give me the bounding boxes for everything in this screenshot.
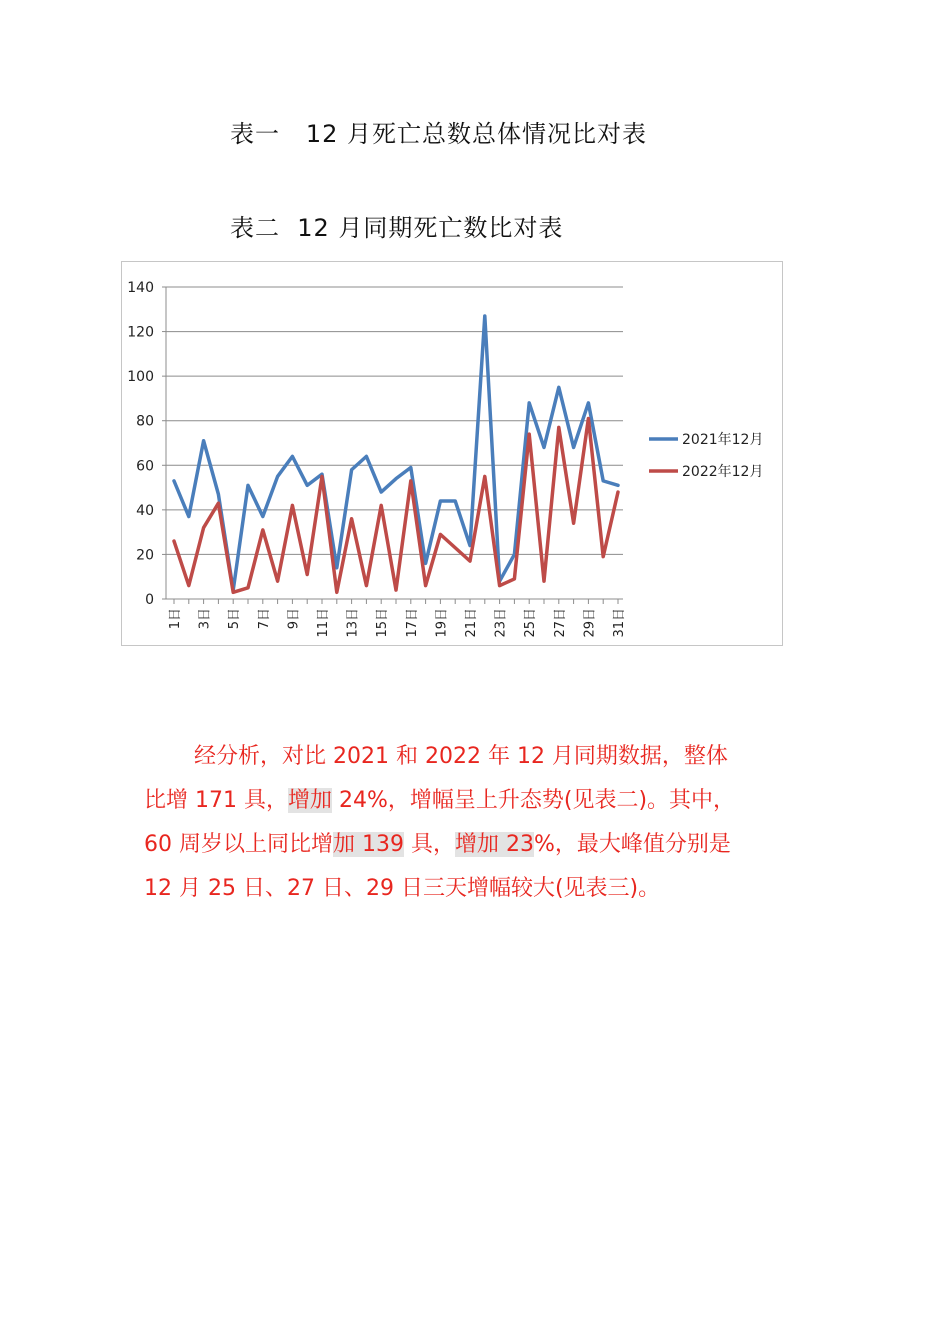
highlighted-text: 增加 bbox=[287, 788, 332, 813]
highlighted-text: 加 139 bbox=[333, 832, 404, 857]
data-point-1 bbox=[602, 480, 604, 482]
data-point-1 bbox=[617, 484, 619, 486]
analysis-text: 具， bbox=[404, 832, 455, 857]
data-point-1 bbox=[336, 567, 338, 569]
data-point-2 bbox=[410, 480, 412, 482]
data-point-1 bbox=[558, 386, 560, 388]
y-tick-label: 0 bbox=[145, 592, 154, 608]
data-point-2 bbox=[484, 475, 486, 477]
x-tick-label: 3日 bbox=[197, 608, 213, 630]
data-point-1 bbox=[173, 480, 175, 482]
data-point-1 bbox=[424, 562, 426, 564]
data-point-2 bbox=[528, 433, 530, 435]
table2-heading: 表二 12 月同期死亡数比对表 bbox=[230, 214, 564, 242]
x-tick-label: 15日 bbox=[375, 608, 391, 638]
data-point-1 bbox=[454, 500, 456, 502]
data-point-2 bbox=[336, 591, 338, 593]
data-point-2 bbox=[247, 587, 249, 589]
series-line-1 bbox=[174, 316, 618, 590]
data-point-1 bbox=[350, 469, 352, 471]
data-point-2 bbox=[365, 584, 367, 586]
y-tick-label: 20 bbox=[136, 547, 154, 564]
data-point-1 bbox=[365, 455, 367, 457]
legend-label: 2022年12月 bbox=[682, 464, 764, 480]
data-point-1 bbox=[276, 475, 278, 477]
chart-canvas bbox=[122, 262, 782, 645]
data-point-2 bbox=[558, 426, 560, 428]
data-point-1 bbox=[410, 466, 412, 468]
series-line-2 bbox=[174, 418, 618, 592]
data-point-2 bbox=[350, 518, 352, 520]
data-point-2 bbox=[202, 526, 204, 528]
data-point-1 bbox=[247, 484, 249, 486]
data-point-2 bbox=[439, 533, 441, 535]
x-tick-label: 25日 bbox=[523, 608, 539, 638]
data-point-2 bbox=[454, 547, 456, 549]
data-point-2 bbox=[543, 580, 545, 582]
analysis-text: 比增 171 具， bbox=[144, 788, 288, 813]
x-tick-label: 23日 bbox=[493, 608, 509, 638]
x-tick-label: 13日 bbox=[345, 608, 361, 638]
data-point-2 bbox=[321, 475, 323, 477]
x-tick-label: 19日 bbox=[434, 608, 450, 638]
highlighted-text: 增加 23 bbox=[455, 832, 534, 857]
data-point-2 bbox=[262, 529, 264, 531]
analysis-line-3 bbox=[144, 823, 814, 867]
data-point-2 bbox=[469, 560, 471, 562]
data-point-2 bbox=[587, 417, 589, 419]
data-point-2 bbox=[306, 573, 308, 575]
data-point-1 bbox=[202, 440, 204, 442]
x-tick-label: 21日 bbox=[464, 608, 479, 638]
y-tick-label: 60 bbox=[136, 458, 154, 475]
data-point-2 bbox=[188, 584, 190, 586]
data-point-1 bbox=[188, 515, 190, 517]
data-point-1 bbox=[587, 402, 589, 404]
x-tick-label: 31日 bbox=[612, 608, 627, 638]
legend-label: 2021年12月 bbox=[682, 432, 764, 448]
y-tick-label: 140 bbox=[127, 280, 154, 296]
analysis-line-4: 12 月 25 日、27 日、29 日三天增幅较大(见表三)。 bbox=[144, 876, 661, 901]
x-tick-label: 27日 bbox=[552, 608, 568, 638]
data-point-1 bbox=[380, 491, 382, 493]
data-point-2 bbox=[498, 584, 500, 586]
data-point-2 bbox=[513, 578, 515, 580]
x-tick-label: 29日 bbox=[582, 608, 598, 638]
table1-heading: 表一 12 月死亡总数总体情况比对表 bbox=[230, 120, 648, 148]
x-tick-label: 9日 bbox=[286, 608, 302, 630]
data-point-2 bbox=[602, 555, 604, 557]
data-point-2 bbox=[291, 504, 293, 506]
y-tick-label: 100 bbox=[127, 369, 154, 386]
data-point-2 bbox=[380, 504, 382, 506]
data-point-1 bbox=[306, 484, 308, 486]
analysis-text: %，最大峰值分别是 bbox=[534, 832, 731, 857]
line-chart bbox=[121, 261, 783, 646]
data-point-2 bbox=[217, 502, 219, 504]
analysis-text: 60 周岁以上同比增 bbox=[144, 832, 333, 857]
data-point-2 bbox=[276, 580, 278, 582]
data-point-2 bbox=[395, 589, 397, 591]
data-point-2 bbox=[232, 591, 234, 593]
data-point-1 bbox=[484, 315, 486, 317]
data-point-2 bbox=[572, 522, 574, 524]
analysis-line-2 bbox=[144, 779, 814, 823]
y-tick-label: 120 bbox=[127, 324, 154, 341]
data-point-2 bbox=[173, 540, 175, 542]
y-tick-label: 40 bbox=[136, 502, 154, 519]
x-tick-label: 17日 bbox=[404, 608, 420, 638]
analysis-line-1: 经分析，对比 2021 和 2022 年 12 月同期数据，整体 bbox=[194, 744, 728, 769]
data-point-1 bbox=[291, 455, 293, 457]
data-point-1 bbox=[528, 402, 530, 404]
data-point-2 bbox=[617, 491, 619, 493]
x-tick-label: 11日 bbox=[316, 608, 331, 638]
x-tick-label: 7日 bbox=[256, 608, 272, 630]
data-point-1 bbox=[262, 515, 264, 517]
analysis-text: 24%，增幅呈上升态势(见表二)。其中， bbox=[332, 788, 736, 813]
data-point-1 bbox=[543, 446, 545, 448]
data-point-1 bbox=[395, 477, 397, 479]
data-point-1 bbox=[217, 493, 219, 495]
data-point-2 bbox=[424, 584, 426, 586]
data-point-1 bbox=[439, 500, 441, 502]
x-tick-label: 5日 bbox=[227, 608, 243, 630]
y-tick-label: 80 bbox=[136, 413, 154, 430]
x-tick-label: 1日 bbox=[168, 608, 183, 630]
data-point-1 bbox=[572, 446, 574, 448]
